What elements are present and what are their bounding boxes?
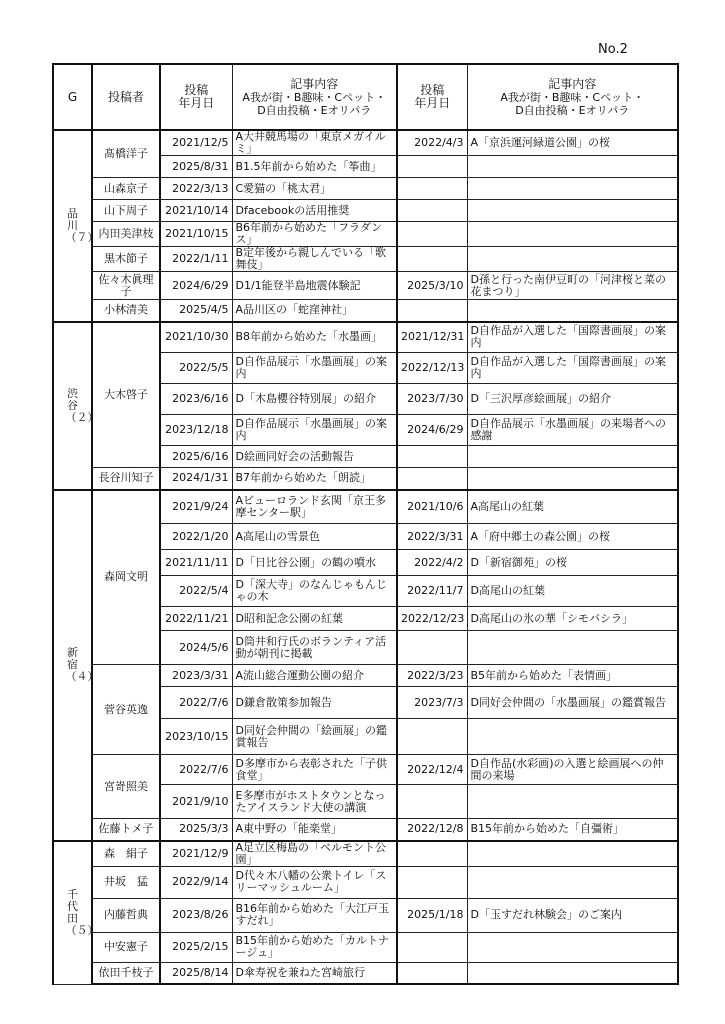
content-cell: A足立区梅島の「ベルモント公園」 [232,841,397,867]
poster-cell: 小林清美 [92,300,160,322]
content-cell: B16年前から始めた「大江戸玉すだれ」 [232,898,397,932]
date-cell: 2022/12/13 [397,353,467,384]
date-cell: 2024/5/6 [160,631,232,665]
content-cell: D代々木八幡の公衆トイレ「スリーマッシュルーム」 [232,866,397,898]
poster-cell: 佐々木眞理子 [92,272,160,300]
content-cell [467,446,678,468]
date-cell: 2022/12/4 [397,755,467,785]
date-cell: 2021/12/9 [160,841,232,867]
date-cell: 2023/7/30 [397,384,467,415]
poster-cell: 山下周子 [92,200,160,222]
content-cell [467,932,678,962]
content-cell: C愛猫の「桃太君」 [232,178,397,200]
content-cell: B7年前から始めた「朗読」 [232,468,397,490]
content-cell [467,178,678,200]
group-shinjuku: 新宿（４） [53,490,92,841]
date-cell [397,932,467,962]
content-cell: A品川区の「蛇窪神社」 [232,300,397,322]
poster-cell: 森 絹子 [92,841,160,867]
header-content-2 [467,64,678,130]
table-row [53,178,678,200]
table-row [53,819,678,841]
header-date-1: 投稿 年月日 [160,64,232,130]
table-row [53,932,678,962]
date-cell: 2023/8/26 [160,898,232,932]
content-cell: D自作品展示「水墨画展」の案内 [232,415,397,446]
content-cell: D「木島櫻谷特別展」の紹介 [232,384,397,415]
date-cell: 2021/10/30 [160,322,232,353]
poster-cell: 内田美津枝 [92,222,160,247]
table-row [53,866,678,898]
content-cell: A高尾山の雪景色 [232,524,397,550]
table-row [53,322,678,353]
date-cell: 2025/2/15 [160,932,232,962]
date-cell [397,866,467,898]
date-cell: 2021/10/14 [160,200,232,222]
header-date-2: 投稿 年月日 [397,64,467,130]
poster-cell: 依田千枝子 [92,962,160,984]
poster-cell: 森岡文明 [92,490,160,665]
table-row [53,468,678,490]
date-cell [397,962,467,984]
content-cell: D絵画同好会の活動報告 [232,446,397,468]
content-cell [467,200,678,222]
content-cell [467,156,678,178]
date-cell: 2022/12/23 [397,607,467,631]
date-cell: 2022/4/2 [397,550,467,576]
date-cell [397,200,467,222]
poster-cell: 内藤哲典 [92,898,160,932]
content-cell [467,222,678,247]
date-cell [397,156,467,178]
header-content-2-title: 記事内容 [548,76,597,91]
content-cell: Aビューロランド玄関「京王多摩センター駅」 [232,490,397,524]
table-row [53,130,678,156]
poster-cell: 中安憲子 [92,932,160,962]
date-cell [397,631,467,665]
content-cell: A「府中郷土の森公園」の桜 [467,524,678,550]
poster-cell: 宮嵜照美 [92,755,160,819]
content-cell: D1/1能登半島地震体験記 [232,272,397,300]
date-cell [397,719,467,755]
date-cell: 2022/4/3 [397,130,467,156]
content-cell: A東中野の「能楽堂」 [232,819,397,841]
content-cell: D同好会仲間の「絵画展」の鑑賞報告 [232,719,397,755]
table-row [53,222,678,247]
date-cell [397,841,467,867]
content-cell: B6年前から始めた「フラダンス」 [232,222,397,247]
content-cell [467,247,678,272]
content-cell: D自作品が入選した「国際書画展」の案内 [467,322,678,353]
content-cell [467,962,678,984]
group-shinagawa: 品川（７） [53,130,92,322]
date-cell [397,222,467,247]
date-cell: 2025/6/16 [160,446,232,468]
content-cell: B8年前から始めた「水墨画」 [232,322,397,353]
content-cell: D自作品展示「水墨画展」の来場者への感謝 [467,415,678,446]
content-cell: D孫と行った南伊豆町の「河津桜と菜の花まつり」 [467,272,678,300]
content-cell [467,866,678,898]
date-cell [397,300,467,322]
date-cell: 2021/10/15 [160,222,232,247]
date-cell: 2024/1/31 [160,468,232,490]
date-cell [397,468,467,490]
content-cell: D多摩市から表彰された「子供食堂」 [232,755,397,785]
date-cell: 2022/11/21 [160,607,232,631]
header-content-2-sub: A我が街・B趣味・Cペット・ D自由投稿・Eオリパラ [500,90,645,117]
date-cell: 2022/9/14 [160,866,232,898]
content-cell [467,300,678,322]
table-row [53,247,678,272]
date-cell: 2023/12/18 [160,415,232,446]
date-cell: 2025/8/14 [160,962,232,984]
date-cell: 2022/3/13 [160,178,232,200]
table-row [53,665,678,687]
date-cell: 2022/5/5 [160,353,232,384]
content-cell: A大井競馬場の「東京メガイルミ」 [232,130,397,156]
date-cell: 2025/3/10 [397,272,467,300]
content-cell: Dfacebookの活用推奨 [232,200,397,222]
content-cell: A「京浜運河緑道公園」の桜 [467,130,678,156]
content-cell: D「三沢厚彦絵画展」の紹介 [467,384,678,415]
date-cell: 2021/9/24 [160,490,232,524]
content-cell: D自作品(水彩画)の入選と絵画展への仲間の来場 [467,755,678,785]
page-number: No.2 [598,42,628,57]
date-cell: 2023/7/3 [397,687,467,719]
poster-cell: 井坂 猛 [92,866,160,898]
date-cell: 2025/1/18 [397,898,467,932]
date-cell: 2021/11/11 [160,550,232,576]
poster-cell: 長谷川知子 [92,468,160,490]
content-cell: A高尾山の紅葉 [467,490,678,524]
content-cell: A流山総合運動公園の紹介 [232,665,397,687]
content-cell: D自作品展示「水墨画展」の案内 [232,353,397,384]
poster-cell: 菅谷英逸 [92,665,160,755]
date-cell: 2021/10/6 [397,490,467,524]
content-cell [467,841,678,867]
content-cell [467,631,678,665]
content-cell: B15年前から始めた「カルトナージュ」 [232,932,397,962]
table-row [53,200,678,222]
table-row [53,755,678,785]
content-cell: D「玉すだれ林験会」のご案内 [467,898,678,932]
content-cell: D鎌倉散策参加報告 [232,687,397,719]
header-row [53,64,678,130]
date-cell: 2022/1/11 [160,247,232,272]
date-cell: 2022/3/23 [397,665,467,687]
content-cell: D「日比谷公園」の鶴の噴水 [232,550,397,576]
group-chiyoda: 千代田（５） [53,841,92,985]
group-shibuya: 渋谷（２） [53,322,92,490]
poster-cell: 山森京子 [92,178,160,200]
date-cell [397,247,467,272]
table-row [53,300,678,322]
date-cell: 2024/6/29 [397,415,467,446]
table-row [53,962,678,984]
content-cell [467,468,678,490]
content-cell: D高尾山の紅葉 [467,576,678,607]
content-cell: D筒井和行氏のボランティア活動が朝刊に掲載 [232,631,397,665]
header-poster: 投稿者 [92,64,160,130]
content-cell: D昭和記念公園の紅葉 [232,607,397,631]
content-cell: D同好会仲間の「水墨画展」の鑑賞報告 [467,687,678,719]
date-cell: 2022/11/7 [397,576,467,607]
content-cell: B1.5年前から始めた「筝曲」 [232,156,397,178]
poster-cell: 黒木節子 [92,247,160,272]
date-cell: 2025/8/31 [160,156,232,178]
content-cell: B15年前から始めた「自彊術」 [467,819,678,841]
content-cell: D傘寿祝を兼ねた宮崎旅行 [232,962,397,984]
date-cell [397,178,467,200]
date-cell: 2022/12/8 [397,819,467,841]
table-row [53,490,678,524]
poster-cell: 髙橋洋子 [92,130,160,178]
poster-cell: 大木啓子 [92,322,160,468]
date-cell [397,446,467,468]
table-row [53,272,678,300]
date-cell: 2023/10/15 [160,719,232,755]
header-content-1 [232,64,397,130]
date-cell: 2025/3/3 [160,819,232,841]
date-cell: 2022/3/31 [397,524,467,550]
content-cell: B定年後から親しんでいる「歌舞伎」 [232,247,397,272]
content-cell: D高尾山の氷の華「シモバシラ」 [467,607,678,631]
date-cell: 2023/6/16 [160,384,232,415]
content-cell: B5年前から始めた「表情画」 [467,665,678,687]
content-cell [467,785,678,819]
header-group: G [53,64,92,130]
date-cell [397,785,467,819]
content-cell: D「深大寺」のなんじゃもんじゃの木 [232,576,397,607]
date-cell: 2024/6/29 [160,272,232,300]
date-cell: 2023/3/31 [160,665,232,687]
date-cell: 2021/12/5 [160,130,232,156]
content-cell: E多摩市がホストタウンとなったアイスランド大使の講演 [232,785,397,819]
date-cell: 2025/4/5 [160,300,232,322]
date-cell: 2022/1/20 [160,524,232,550]
table-row [53,898,678,932]
content-cell: D「新宿御苑」の桜 [467,550,678,576]
header-content-1-sub: A我が街・B趣味・Cペット・ D自由投稿・Eオリパラ [242,90,387,117]
content-cell [467,719,678,755]
date-cell: 2022/7/6 [160,687,232,719]
posting-table [52,63,679,985]
table-row [53,841,678,867]
header-content-1-title: 記事内容 [290,76,339,91]
poster-cell: 佐藤トメ子 [92,819,160,841]
date-cell: 2022/5/4 [160,576,232,607]
date-cell: 2022/7/6 [160,755,232,785]
content-cell: D自作品が入選した「国際書画展」の案内 [467,353,678,384]
date-cell: 2021/9/10 [160,785,232,819]
date-cell: 2021/12/31 [397,322,467,353]
